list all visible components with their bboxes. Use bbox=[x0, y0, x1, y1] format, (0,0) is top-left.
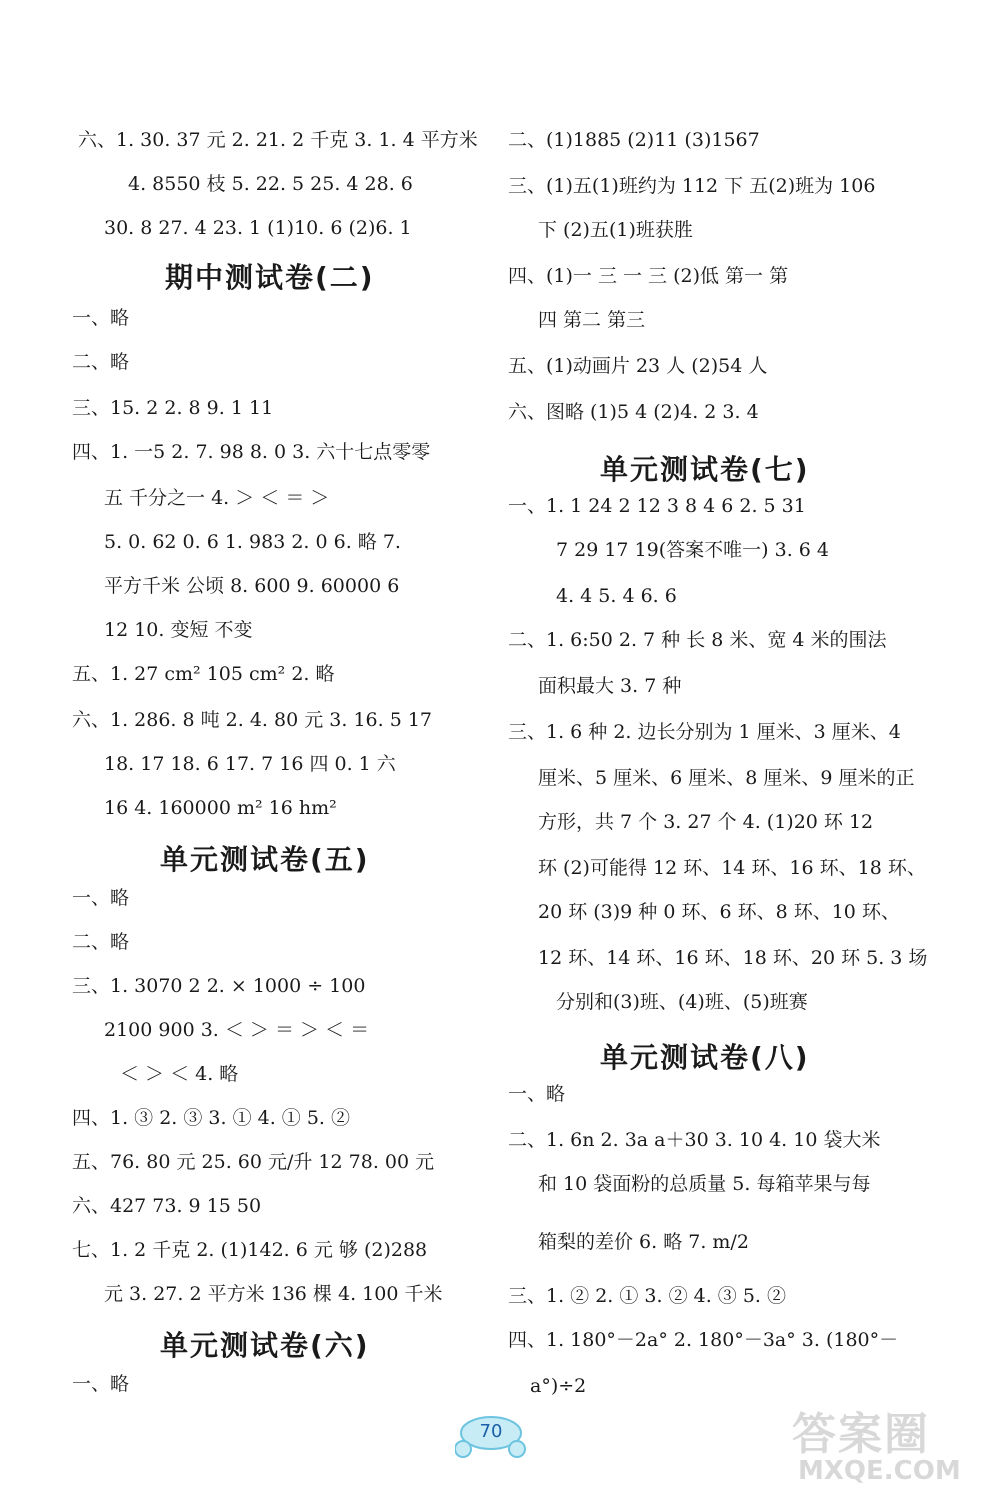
answer-line: 三、1. 6 种 2. 边长分别为 1 厘米、3 厘米、4 bbox=[508, 721, 901, 743]
answer-line: 三、15. 2 2. 8 9. 1 11 bbox=[72, 397, 274, 419]
answer-line: 分别和(3)班、(4)班、(5)班赛 bbox=[556, 991, 808, 1013]
answer-line: 五、76. 80 元 25. 60 元/升 12 78. 00 元 bbox=[72, 1151, 435, 1173]
answer-line: 五 千分之一 4. ＞ ＜ ＝ ＞ bbox=[104, 487, 330, 509]
answer-line: 5. 0. 62 0. 6 1. 983 2. 0 6. 略 7. bbox=[104, 531, 401, 553]
answer-line: 四、1. 180°－2a° 2. 180°－3a° 3. (180°－ bbox=[508, 1329, 899, 1351]
answer-line: 平方千米 公顷 8. 600 9. 60000 6 bbox=[104, 575, 400, 597]
answer-line: 厘米、5 厘米、6 厘米、8 厘米、9 厘米的正 bbox=[538, 767, 915, 789]
section-heading: 单元测试卷(五) bbox=[160, 843, 370, 876]
section-heading: 期中测试卷(二) bbox=[165, 261, 375, 294]
watermark-logo: 答案圈 bbox=[792, 1409, 930, 1460]
answer-line: ＜ ＞ ＜ 4. 略 bbox=[120, 1063, 239, 1085]
answer-line: 五、(1)动画片 23 人 (2)54 人 bbox=[508, 355, 768, 377]
answer-line: 2100 900 3. ＜ ＞ ＝ ＞ ＜ ＝ bbox=[104, 1019, 370, 1041]
answer-line: 三、1. ② 2. ① 3. ② 4. ③ 5. ② bbox=[508, 1285, 786, 1307]
answer-line: 一、1. 1 24 2 12 3 8 4 6 2. 5 31 bbox=[508, 495, 806, 517]
page-number-badge bbox=[455, 1413, 527, 1465]
answer-line: 下 (2)五(1)班获胜 bbox=[538, 219, 693, 241]
answer-line: 三、1. 3070 2 2. × 1000 ÷ 100 bbox=[72, 975, 366, 997]
answer-line: 四、1. ③ 2. ③ 3. ① 4. ① 5. ② bbox=[72, 1107, 350, 1129]
answer-line: 二、1. 6:50 2. 7 种 长 8 米、宽 4 米的围法 bbox=[508, 629, 887, 651]
answer-line: 四、1. 一5 2. 7. 98 8. 0 3. 六十七点零零 bbox=[72, 441, 431, 463]
answer-line: 二、1. 6n 2. 3a a＋30 3. 10 4. 10 袋大米 bbox=[508, 1129, 881, 1151]
section-heading: 单元测试卷(六) bbox=[160, 1329, 370, 1362]
watermark bbox=[792, 1398, 992, 1498]
answer-line: 五、1. 27 cm² 105 cm² 2. 略 bbox=[72, 663, 335, 685]
answer-line: 二、略 bbox=[72, 351, 130, 373]
answer-line: 一、略 bbox=[72, 887, 130, 909]
answer-line: 六、427 73. 9 15 50 bbox=[72, 1195, 262, 1217]
answer-line: 环 (2)可能得 12 环、14 环、16 环、18 环、 bbox=[538, 857, 926, 879]
answer-line: a°)÷2 bbox=[530, 1375, 587, 1397]
answer-line: 箱梨的差价 6. 略 7. m/2 bbox=[538, 1231, 749, 1253]
answer-line: 一、略 bbox=[72, 1373, 130, 1395]
answer-line: 4. 4 5. 4 6. 6 bbox=[556, 585, 677, 607]
answer-line: 18. 17 18. 6 17. 7 16 四 0. 1 六 bbox=[104, 753, 396, 775]
answer-line: 12 10. 变短 不变 bbox=[104, 619, 253, 641]
answer-line: 一、略 bbox=[72, 307, 130, 329]
answer-line: 30. 8 27. 4 23. 1 (1)10. 6 (2)6. 1 bbox=[104, 217, 412, 239]
answer-line: 一、略 bbox=[508, 1083, 566, 1105]
answer-line: 六、1. 286. 8 吨 2. 4. 80 元 3. 16. 5 17 bbox=[72, 709, 432, 731]
answer-line: 面积最大 3. 7 种 bbox=[538, 675, 682, 697]
answer-line: 四、(1)一 三 一 三 (2)低 第一 第 bbox=[508, 265, 789, 287]
section-heading: 单元测试卷(七) bbox=[600, 453, 810, 486]
answer-line: 二、略 bbox=[72, 931, 130, 953]
answer-line: 7 29 17 19(答案不唯一) 3. 6 4 bbox=[556, 539, 829, 561]
answer-line: 七、1. 2 千克 2. (1)142. 6 元 够 (2)288 bbox=[72, 1239, 428, 1261]
answer-line: 三、(1)五(1)班约为 112 下 五(2)班为 106 bbox=[508, 175, 876, 197]
answer-line: 方形，共 7 个 3. 27 个 4. (1)20 环 12 bbox=[538, 811, 874, 833]
answer-line: 12 环、14 环、16 环、18 环、20 环 5. 3 场 bbox=[538, 947, 928, 969]
answer-line: 16 4. 160000 m² 16 hm² bbox=[104, 797, 337, 819]
answer-line: 二、(1)1885 (2)11 (3)1567 bbox=[508, 129, 760, 151]
answer-line: 六、图略 (1)5 4 (2)4. 2 3. 4 bbox=[508, 401, 759, 423]
section-heading: 单元测试卷(八) bbox=[600, 1041, 810, 1074]
answer-line: 元 3. 27. 2 平方米 136 棵 4. 100 千米 bbox=[104, 1283, 443, 1305]
answer-line: 20 环 (3)9 种 0 环、6 环、8 环、10 环、 bbox=[538, 901, 900, 923]
answer-line: 六、1. 30. 37 元 2. 21. 2 千克 3. 1. 4 平方米 bbox=[78, 129, 478, 151]
page-number: 70 bbox=[479, 1421, 503, 1442]
answer-line: 四 第二 第三 bbox=[538, 309, 646, 331]
watermark-url: MXQE.COM bbox=[798, 1456, 961, 1486]
answer-line: 和 10 袋面粉的总质量 5. 每箱苹果与每 bbox=[538, 1173, 871, 1195]
answer-line: 4. 8550 枝 5. 22. 5 25. 4 28. 6 bbox=[128, 173, 413, 195]
